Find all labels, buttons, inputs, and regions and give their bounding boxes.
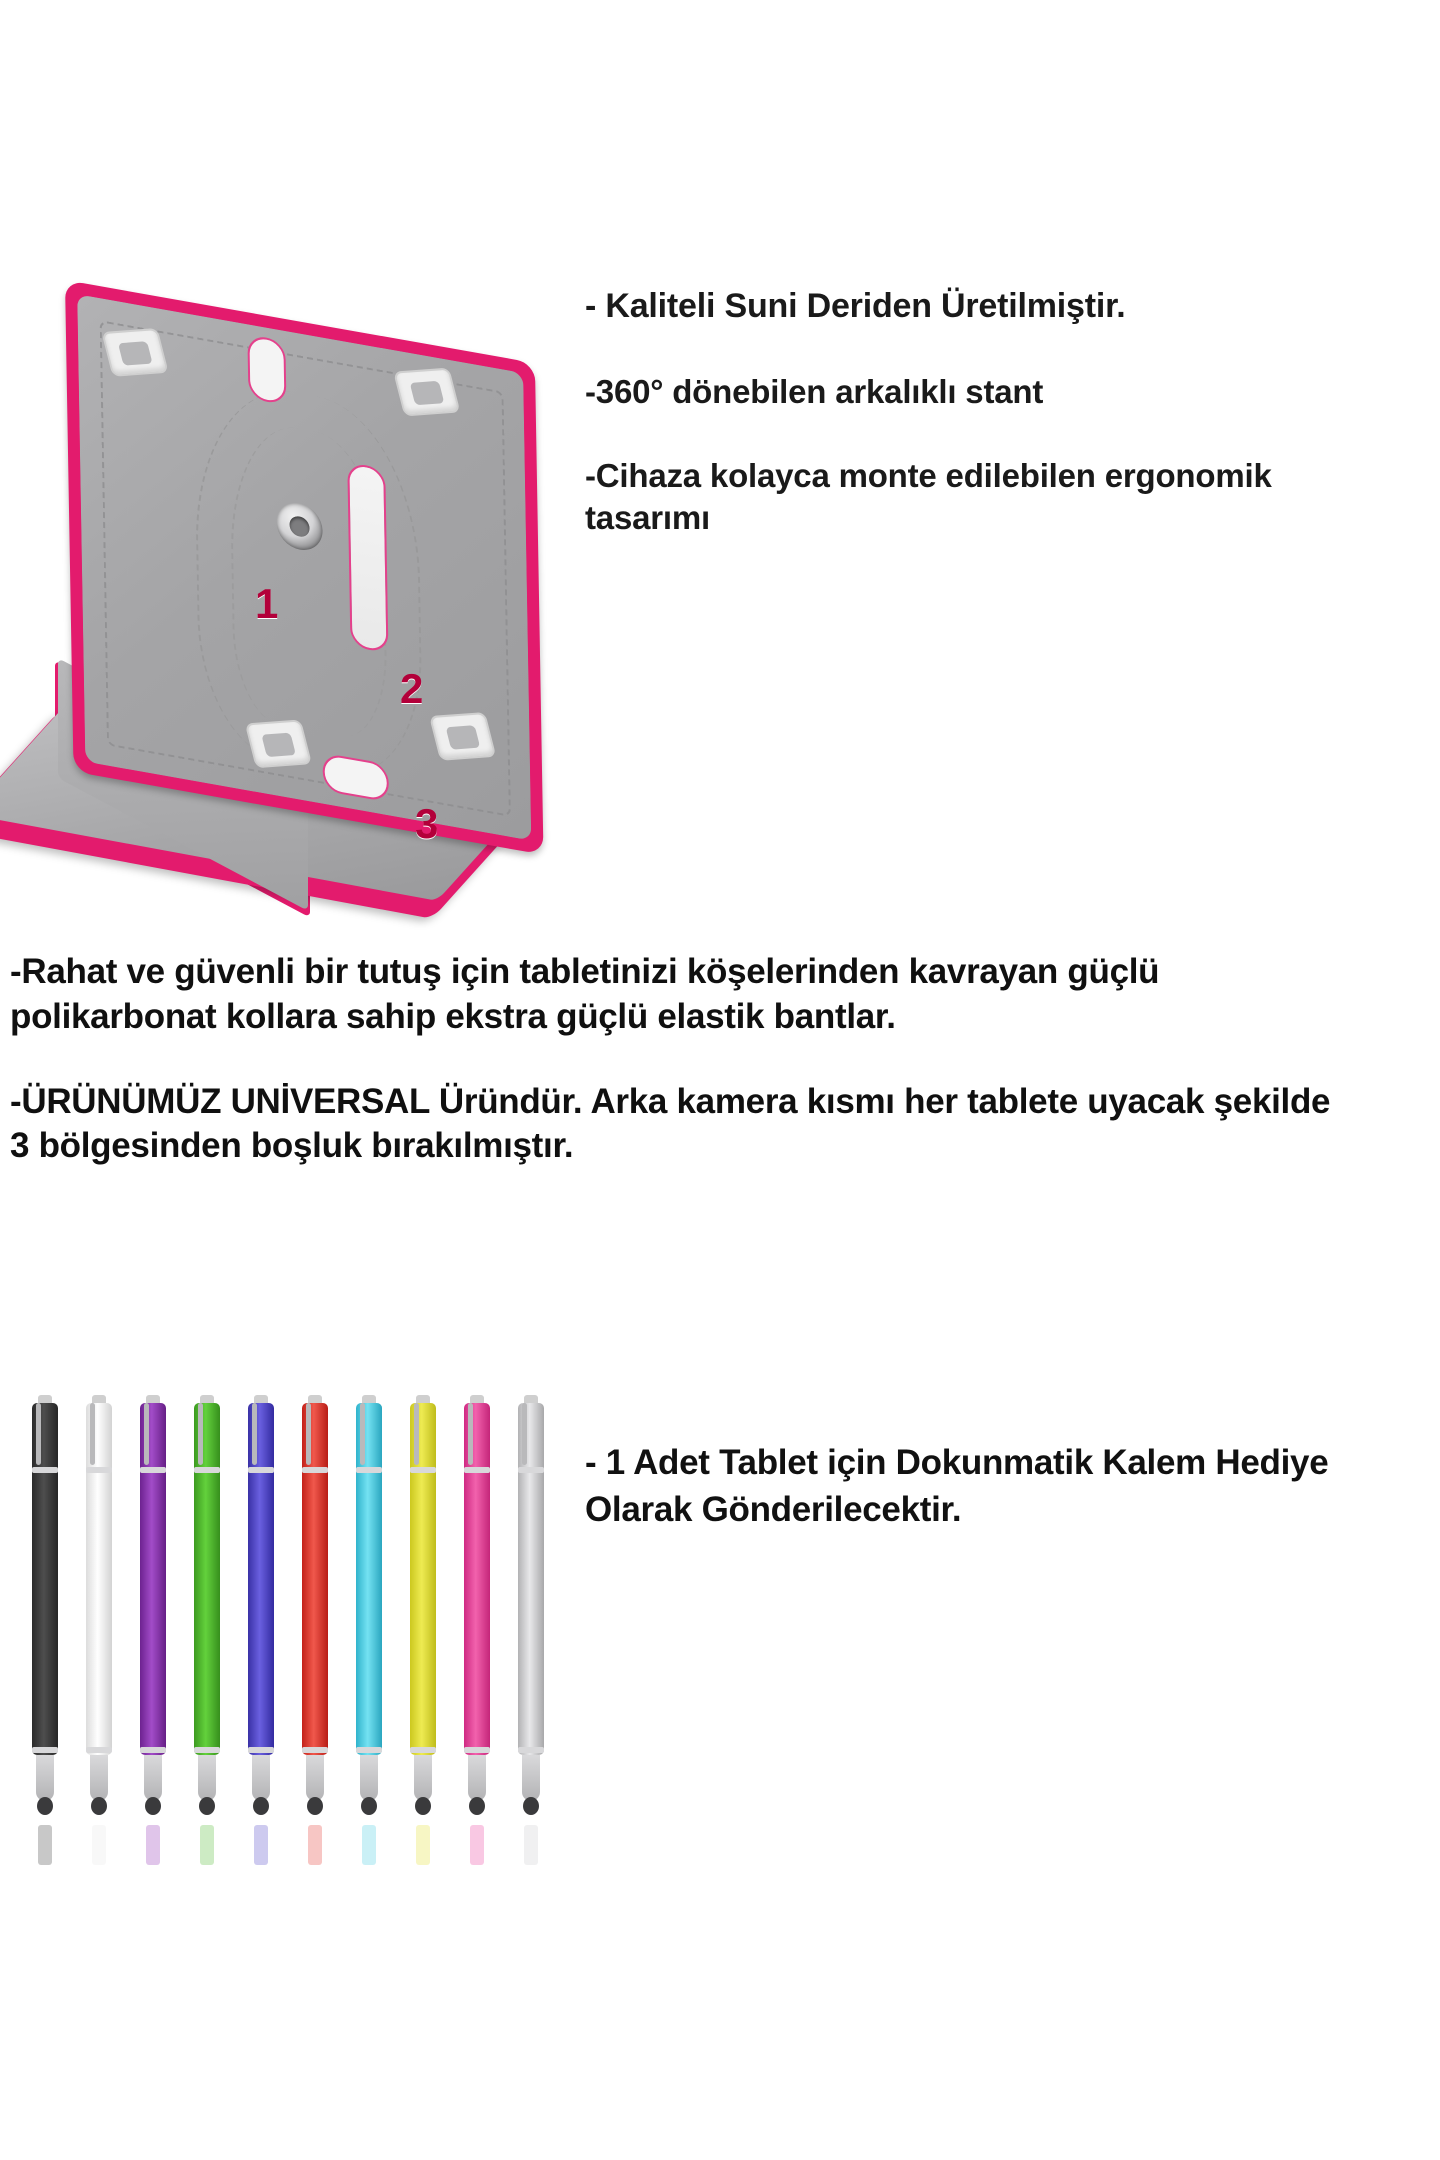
paragraph-universal-camera: -ÜRÜNÜMÜZ UNİVERSAL Üründür. Arka kamera kısmı her tablete uyacak şekilde 3 bölgesinden boşluk bırakılmıştır. bbox=[10, 1081, 1331, 1166]
pen-clip bbox=[252, 1403, 257, 1465]
pen-nib bbox=[253, 1797, 269, 1815]
pen-ring-bottom bbox=[194, 1747, 220, 1753]
pen-tip bbox=[522, 1755, 540, 1801]
stylus-pen bbox=[300, 1395, 330, 1815]
pen-reflection bbox=[38, 1825, 52, 1865]
pen-ring-top bbox=[248, 1467, 274, 1473]
marker-2: 2 bbox=[400, 665, 424, 712]
pen-tip bbox=[468, 1755, 486, 1801]
pen-reflection bbox=[146, 1825, 160, 1865]
corner-clip-top-right bbox=[393, 368, 460, 417]
marker-1: 1 bbox=[255, 580, 279, 627]
pen-nib bbox=[145, 1797, 161, 1815]
pen-tip bbox=[144, 1755, 162, 1801]
pen-tip bbox=[90, 1755, 108, 1801]
pen-reflection bbox=[254, 1825, 268, 1865]
pen-tip bbox=[360, 1755, 378, 1801]
corner-clip-bottom-right bbox=[429, 712, 496, 761]
middle-section bbox=[10, 915, 1340, 1209]
camera-cutout-2 bbox=[347, 462, 388, 653]
pen-ring-bottom bbox=[356, 1747, 382, 1753]
pen-clip bbox=[414, 1403, 419, 1465]
stylus-pen bbox=[138, 1395, 168, 1815]
pen-reflection bbox=[308, 1825, 322, 1865]
pen-ring-top bbox=[302, 1467, 328, 1473]
pen-ring-bottom bbox=[32, 1747, 58, 1753]
stylus-pen bbox=[246, 1395, 276, 1815]
pen-ring-top bbox=[410, 1467, 436, 1473]
pen-ring-top bbox=[518, 1467, 544, 1473]
pen-clip bbox=[36, 1403, 41, 1465]
corner-clip-bottom-left bbox=[245, 719, 312, 768]
pen-ring-bottom bbox=[518, 1747, 544, 1753]
pen-reflection bbox=[362, 1825, 376, 1865]
top-section bbox=[0, 250, 1440, 900]
pen-nib bbox=[199, 1797, 215, 1815]
pen-ring-top bbox=[32, 1467, 58, 1473]
pen-ring-bottom bbox=[86, 1747, 112, 1753]
stylus-pen bbox=[84, 1395, 114, 1815]
marker-3: 3 bbox=[415, 800, 439, 847]
pen-reflection bbox=[92, 1825, 106, 1865]
pen-nib bbox=[361, 1797, 377, 1815]
pen-clip bbox=[306, 1403, 311, 1465]
stylus-pen bbox=[462, 1395, 492, 1815]
paragraph-elastic-bands: -Rahat ve güvenli bir tutuş için tabletinizi köşelerinden kavrayan güçlü polikarbonat kollara sahip ekstra güçlü elastik bantlar. bbox=[10, 952, 1160, 1036]
pen-ring-top bbox=[194, 1467, 220, 1473]
pen-reflection bbox=[416, 1825, 430, 1865]
pen-reflection bbox=[470, 1825, 484, 1865]
pen-clip bbox=[90, 1403, 95, 1465]
stylus-gift-text: - 1 Adet Tablet için Dokunmatik Kalem Hediye Olarak Gönderilecektir. bbox=[585, 1443, 1329, 1529]
pen-ring-top bbox=[464, 1467, 490, 1473]
pen-nib bbox=[469, 1797, 485, 1815]
top-bullet-1: - Kaliteli Suni Deriden Üretilmiştir. bbox=[585, 287, 1126, 325]
pen-clip bbox=[468, 1403, 473, 1465]
pen-tip bbox=[414, 1755, 432, 1801]
pen-ring-top bbox=[356, 1467, 382, 1473]
pen-ring-bottom bbox=[302, 1747, 328, 1753]
top-bullet-list bbox=[585, 285, 1385, 581]
pen-clip bbox=[522, 1403, 527, 1465]
pen-ring-bottom bbox=[140, 1747, 166, 1753]
top-bullet-3: -Cihaza kolayca monte edilebilen ergonomik tasarımı bbox=[585, 456, 1272, 536]
pen-clip bbox=[360, 1403, 365, 1465]
pen-tip bbox=[252, 1755, 270, 1801]
pen-ring-top bbox=[86, 1467, 112, 1473]
pen-nib bbox=[523, 1797, 539, 1815]
pen-ring-bottom bbox=[410, 1747, 436, 1753]
pen-ring-bottom bbox=[248, 1747, 274, 1753]
stylus-pens-image bbox=[20, 1375, 600, 1915]
pen-clip bbox=[144, 1403, 149, 1465]
pen-clip bbox=[198, 1403, 203, 1465]
pen-ring-bottom bbox=[464, 1747, 490, 1753]
pen-reflection bbox=[200, 1825, 214, 1865]
pen-reflection bbox=[524, 1825, 538, 1865]
pen-tip bbox=[306, 1755, 324, 1801]
pen-tip bbox=[36, 1755, 54, 1801]
pen-nib bbox=[91, 1797, 107, 1815]
pen-nib bbox=[307, 1797, 323, 1815]
corner-clip-top-left bbox=[101, 328, 168, 377]
pen-tip bbox=[198, 1755, 216, 1801]
pen-ring-top bbox=[140, 1467, 166, 1473]
stylus-pen bbox=[354, 1395, 384, 1815]
case-inner-surface bbox=[77, 294, 531, 840]
pen-nib bbox=[37, 1797, 53, 1815]
stylus-pen bbox=[192, 1395, 222, 1815]
top-bullet-2: -360° dönebilen arkalıklı stant bbox=[585, 372, 1044, 410]
stylus-pen bbox=[408, 1395, 438, 1815]
pen-nib bbox=[415, 1797, 431, 1815]
stylus-pen bbox=[516, 1395, 546, 1815]
case-body bbox=[65, 280, 543, 855]
stylus-pen bbox=[30, 1395, 60, 1815]
pens-section bbox=[0, 1355, 1440, 1955]
